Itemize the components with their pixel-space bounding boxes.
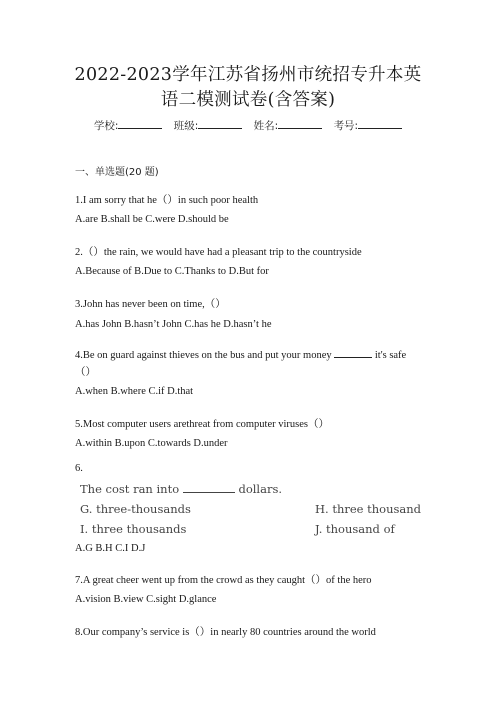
- question-8: 8.Our company’s service is（）in nearly 80 countries around the world: [75, 627, 376, 638]
- question-6-option-h: H. three thousand: [315, 502, 422, 516]
- options-1: A.are B.shall be C.were D.should be: [75, 214, 229, 225]
- question-6-blank: [183, 482, 235, 493]
- question-6-stem: [80, 482, 282, 496]
- student-info-row: [0, 119, 496, 133]
- question-6-stem-after: dollars.: [238, 482, 283, 496]
- options-4: A.when B.where C.if D.that: [75, 386, 194, 397]
- school-field: [94, 120, 163, 132]
- page-title-line-1: 2022-2023学年江苏省扬州市统招专升本英: [74, 65, 422, 85]
- question-3: 3.John has never been on time,（）: [75, 299, 226, 310]
- options-6: A.G B.H C.I D.J: [75, 543, 146, 554]
- question-6-image: [78, 480, 422, 538]
- question-2: 2.（）the rain, we would have had a pleasant trip to the countryside: [75, 247, 362, 258]
- page-title-line-2: 语二模测试卷(含答案): [160, 90, 336, 110]
- question-6-stem-before: The cost ran into: [80, 482, 180, 496]
- name-label: 姓名:: [253, 120, 279, 132]
- class-label: 班级:: [173, 120, 199, 132]
- exam-number-label: 考号:: [333, 120, 359, 132]
- question-6-option-i: I. three thousands: [80, 522, 187, 536]
- question-7: 7.A great cheer went up from the crowd as they caught（）of the hero: [75, 575, 372, 586]
- school-label: 学校:: [93, 120, 119, 132]
- class-field: [174, 120, 243, 132]
- question-4-text-after: it's safe: [374, 350, 407, 361]
- options-2: A.Because of B.Due to C.Thanks to D.But for: [75, 266, 269, 277]
- question-6-option-j: J. thousand of: [315, 522, 395, 536]
- exam-number-field: [334, 120, 403, 132]
- options-7: A.vision B.view C.sight D.glance: [75, 594, 217, 605]
- question-5: 5.Most computer users arethreat from computer viruses（）: [75, 419, 329, 430]
- school-blank: [118, 119, 162, 129]
- exam-number-blank: [358, 119, 402, 129]
- class-blank: [198, 119, 242, 129]
- name-blank: [278, 119, 322, 129]
- question-6-option-g: G. three-thousands: [80, 502, 191, 516]
- options-3: A.has John B.hasn’t John C.has he D.hasn’t he: [75, 319, 272, 330]
- options-5: A.within B.upon C.towards D.under: [75, 438, 228, 449]
- question-6: 6.: [75, 463, 83, 474]
- question-4: [75, 348, 406, 363]
- section-heading: 一、单选题(20 题): [75, 167, 159, 178]
- question-4-paren: （）: [75, 367, 96, 378]
- name-field: [254, 120, 323, 132]
- question-4-blank: [334, 348, 372, 358]
- question-1: 1.I am sorry that he（）in such poor health: [75, 195, 259, 206]
- question-4-text: 4.Be on guard against thieves on the bus and put your money: [75, 350, 332, 361]
